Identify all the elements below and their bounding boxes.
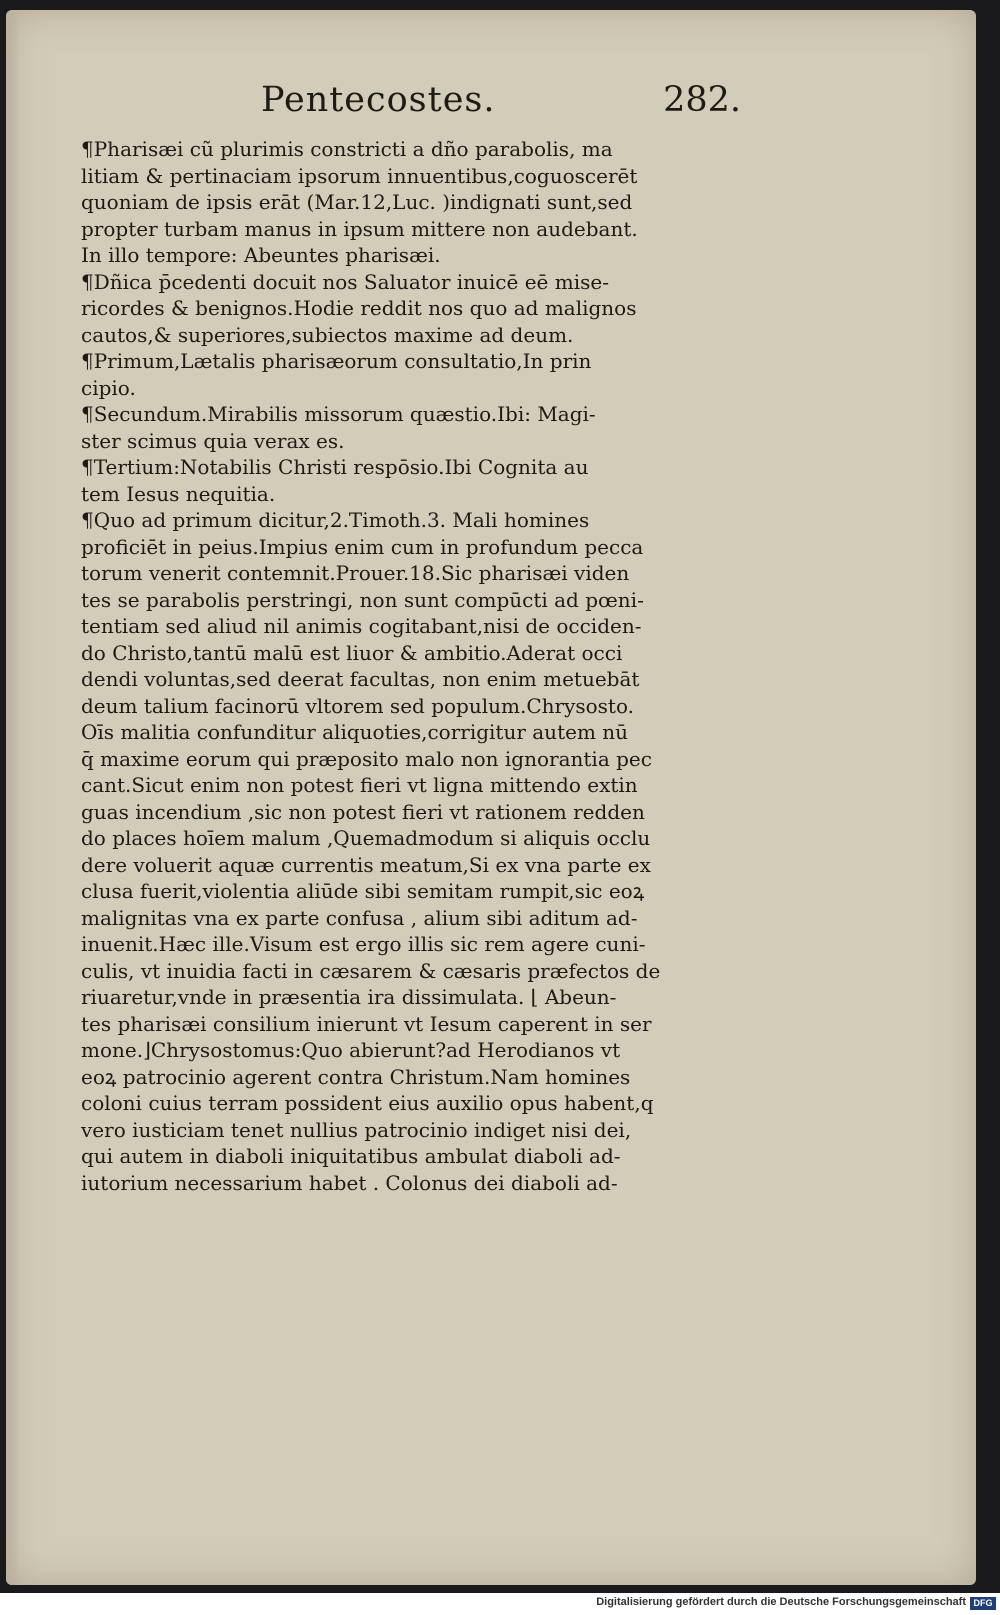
text-line: mone.⌋Chrysostomus:Quo abierunt?ad Herodianos vt bbox=[81, 1038, 621, 1062]
digitization-footer bbox=[0, 1593, 1000, 1615]
text-line: do Christo,tantū malū est liuor & ambitio.Aderat occi bbox=[81, 640, 623, 665]
page-gutter-shadow bbox=[6, 10, 20, 1585]
body-text bbox=[81, 136, 769, 1196]
text-line: culis, vt inuidia facti in cæsarem & cæsaris præfectos de bbox=[81, 958, 661, 983]
text-line: vero iusticiam tenet nullius patrocinio indiget nisi dei, bbox=[81, 1117, 632, 1142]
text-line: tem Iesus nequitia. bbox=[81, 481, 276, 506]
text-line: ¶Pharisæi cũ plurimis constricti a dño parabolis, ma bbox=[81, 137, 613, 161]
text-line: inuenit.Hæc ille.Visum est ergo illis sic rem agere cuni- bbox=[81, 932, 646, 956]
text-line: dendi voluntas,sed deerat facultas, non enim metuebāt bbox=[81, 667, 640, 691]
text-line: ster scimus quia verax es. bbox=[81, 428, 345, 453]
text-line: torum venerit contemnit.Prouer.18.Sic pharisæi viden bbox=[81, 561, 630, 585]
text-line: Oīs malitia confunditur aliquoties,corrigitur autem nū bbox=[81, 720, 629, 744]
funding-credit: Digitalisierung gefördert durch die Deutsche Forschungsgemeinschaft bbox=[596, 1596, 966, 1608]
text-line: qui autem in diaboli iniquitatibus ambulat diaboli ad- bbox=[81, 1144, 621, 1168]
page-header bbox=[261, 80, 741, 135]
text-line: eoꝝ patrocinio agerent contra Christum.Nam homines bbox=[81, 1064, 631, 1089]
text-line: q̄ maxime eorum qui præposito malo non ignorantia pec bbox=[81, 746, 652, 771]
text-line: tentiam sed aliud nil animis cogitabant,nisi de occiden- bbox=[81, 614, 642, 638]
text-line: guas incendium ,sic non potest fieri vt rationem redden bbox=[81, 799, 645, 824]
running-head: Pentecostes. bbox=[261, 80, 496, 120]
text-line: coloni cuius terram possident eius auxilio opus habent,q bbox=[81, 1091, 654, 1115]
text-line: litiam & pertinaciam ipsorum innuentibus,coguoscerēt bbox=[81, 163, 638, 188]
text-line: proficiēt in peius.Impius enim cum in profundum pecca bbox=[81, 534, 644, 559]
text-line: dere voluerit aquæ currentis meatum,Si ex vna parte ex bbox=[81, 852, 651, 877]
text-line: ricordes & benignos.Hodie reddit nos quo ad malignos bbox=[81, 296, 637, 320]
text-line: malignitas vna ex parte confusa , alium sibi aditum ad- bbox=[81, 905, 638, 930]
text-line: tes pharisæi consilium inierunt vt Iesum caperent in ser bbox=[81, 1011, 652, 1036]
text-line: ¶Secundum.Mirabilis missorum quæstio.Ibi: Magi- bbox=[81, 402, 596, 426]
text-line: ¶Tertium:Notabilis Christi respōsio.Ibi Cognita au bbox=[81, 455, 589, 479]
text-line: deum talium facinorū vltorem sed populum.Chrysosto. bbox=[81, 693, 635, 718]
text-line: cant.Sicut enim non potest fieri vt ligna mittendo extin bbox=[81, 773, 638, 797]
text-line: do places hoīem malum ,Quemadmodum si aliquis occlu bbox=[81, 826, 651, 850]
text-line: clusa fuerit,violentia aliūde sibi semitam rumpit,sic eoꝝ bbox=[81, 879, 645, 903]
text-line: ¶Quo ad primum dicitur,2.Timoth.3. Mali homines bbox=[81, 508, 590, 532]
dfg-logo: DFG bbox=[970, 1597, 996, 1610]
text-line: ¶Dñica p̄cedenti docuit nos Saluator inuicē eē mise- bbox=[81, 269, 609, 294]
text-line: cipio. bbox=[81, 375, 136, 400]
text-line: quoniam de ipsis erāt (Mar.12,Luc. )indignati sunt,sed bbox=[81, 190, 633, 214]
text-line: cautos,& superiores,subiectos maxime ad deum. bbox=[81, 322, 574, 347]
page-number: 282. bbox=[663, 80, 741, 120]
text-line: ¶Primum,Lætalis pharisæorum consultatio,In prin bbox=[81, 349, 592, 373]
book-page bbox=[6, 10, 976, 1585]
text-line: riuaretur,vnde in præsentia ira dissimulata. ⌊ Abeun- bbox=[81, 985, 617, 1009]
text-line: propter turbam manus in ipsum mittere non audebant. bbox=[81, 216, 638, 241]
text-line: tes se parabolis perstringi, non sunt compūcti ad pœni- bbox=[81, 587, 644, 612]
text-line: iutorium necessarium habet . Colonus dei diaboli ad- bbox=[81, 1170, 618, 1195]
text-line: In illo tempore: Abeuntes pharisæi. bbox=[81, 243, 441, 267]
